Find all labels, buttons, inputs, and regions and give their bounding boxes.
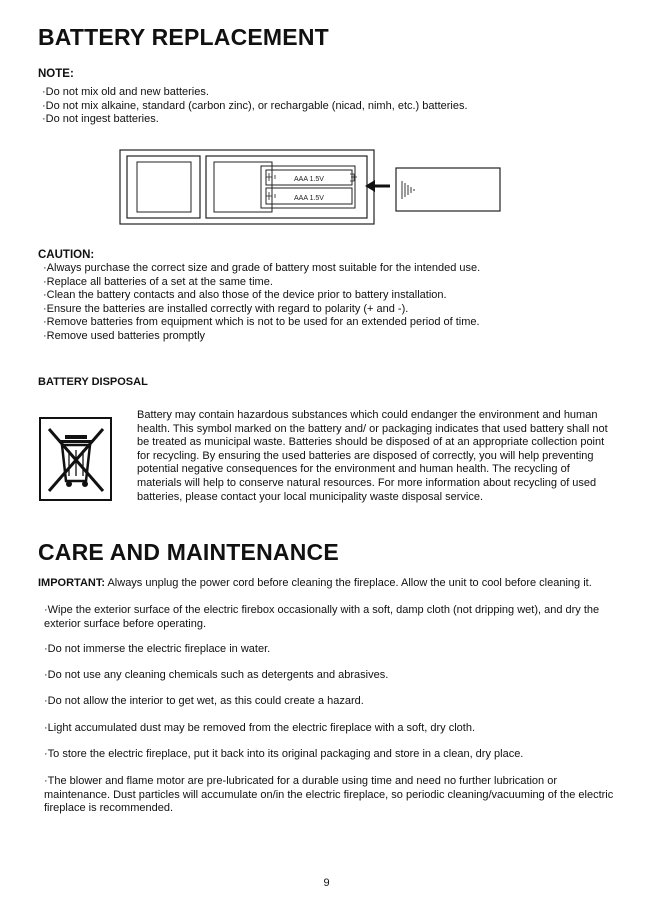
battery-disposal-label: BATTERY DISPOSAL [38,376,148,388]
note-label: NOTE: [38,68,74,80]
caution-item: ·Replace all batteries of a set at the same time. [43,275,273,288]
important-notice [38,577,592,591]
note-item: ·Do not mix alkaine, standard (carbon zinc), or rechargable (nicad, nimh, etc.) batteries. [42,99,468,112]
important-text: Always unplug the power cord before cleaning the fireplace. Allow the unit to cool before cleaning it. [105,577,592,589]
page-number: 9 [323,877,330,889]
care-item: ·Do not use any cleaning chemicals such as detergents and abrasives. [44,669,389,681]
note-item: ·Do not mix old and new batteries. [42,86,209,98]
battery-cover [396,168,500,211]
caution-item: ·Ensure the batteries are installed correctly with regard to polarity (+ and -). [43,302,409,315]
note-list [42,86,468,127]
care-item: ·The blower and flame motor are pre-lubricated for a durable using time and need no further lubrication or maintenance. Dust particles will accumulate on/in the electric fireplace, so periodic cleaning/vacuuming of the electric fireplace is recommended. [44,775,614,814]
battery-cell-top-label: AAA 1.5V [294,176,324,183]
battery-compartment-diagram [118,148,504,228]
note-item: ·Do not ingest batteries. [42,113,159,125]
caution-label: CAUTION: [38,249,95,261]
care-item: ·Wipe the exterior surface of the electric firebox occasionally with a soft, damp cloth (not dripping wet), and dry the exterior surface before operating. [44,604,600,630]
caution-item: ·Clean the battery contacts and also those of the device prior to battery installation. [43,289,447,301]
care-item: ·Do not allow the interior to get wet, as this could create a hazard. [44,695,364,707]
care-item: ·To store the electric fireplace, put it back into its original packaging and store in a clean, dry place. [44,748,524,760]
care-maintenance-heading: CARE AND MAINTENANCE [38,539,339,565]
battery-replacement-heading: BATTERY REPLACEMENT [38,24,329,50]
care-item: ·Do not immerse the electric fireplace in water. [44,643,271,655]
care-item: ·Light accumulated dust may be removed from the electric fireplace with a soft, dry cloth. [44,722,476,734]
caution-item: ·Remove batteries from equipment which is not to be used for an extended period of time. [43,316,480,328]
important-label: IMPORTANT: [38,577,106,589]
caution-item: ·Remove used batteries promptly [43,329,206,342]
caution-item: ·Always purchase the correct size and grade of battery most suitable for the intended use. [43,262,481,274]
caution-list [43,262,480,343]
battery-cell-bottom-label: AAA 1.5V [294,195,324,202]
crossed-bin-icon [39,417,113,502]
battery-disposal-text: Battery may contain hazardous substances which could endanger the environment and human health. This symbol marked on the battery and/ or packaging indicates that used battery shall not be treated as municipal waste. Batteries should be disposed of at an appropriate collection point for recycling. By ensuring the used batteries are disposed of correctly, you will help preventing potential negative consequences for the environment and human health. The recycling of materials will help to conserve natural resources. For more information about recycling of used batteries, please contact your local municipality waste disposal service. [137,409,608,503]
